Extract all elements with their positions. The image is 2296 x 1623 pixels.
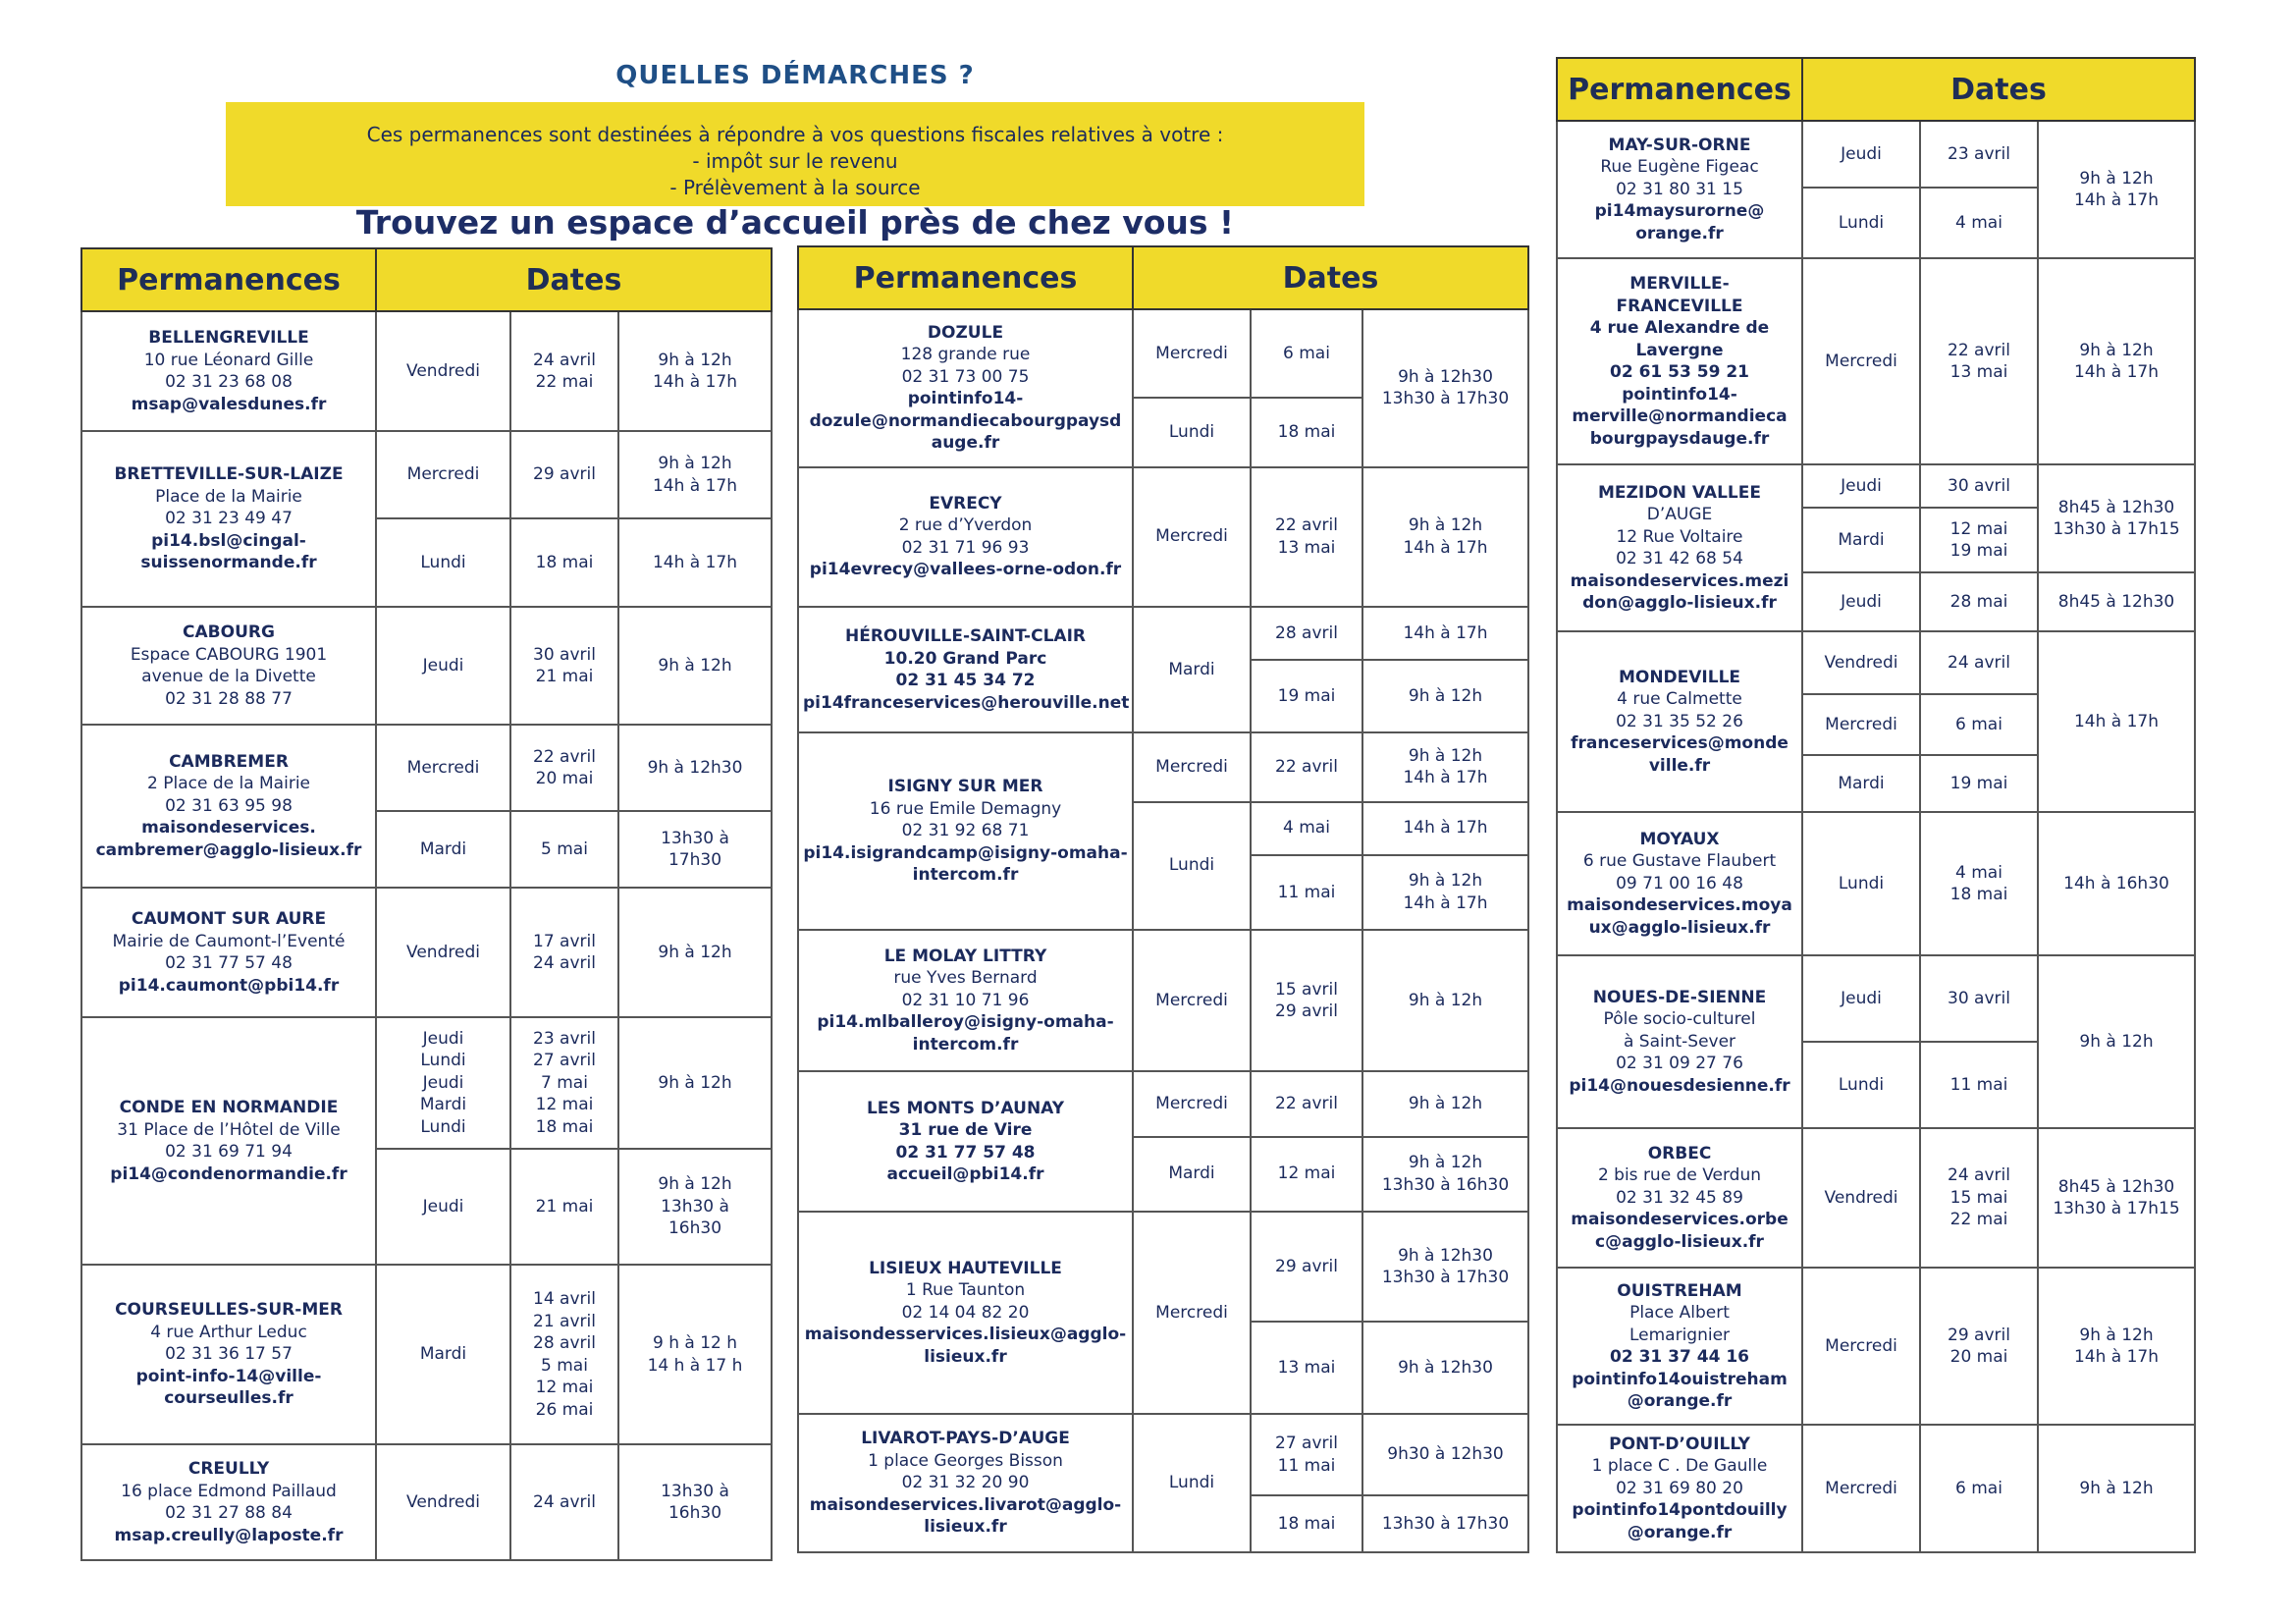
dates-cell: 12 mai 19 mai [1920, 508, 2038, 572]
place-detail-line: pi14.isigrandcamp@isigny-omaha- intercom.fr [803, 842, 1128, 886]
place-detail-line: Pôle socio-culturel à Saint-Sever [1603, 1009, 1756, 1052]
place-name: CONDE EN NORMANDIE [119, 1098, 339, 1117]
place-cell [81, 431, 376, 607]
place-cell [81, 1444, 376, 1560]
dates-cell: 30 avril [1920, 955, 2038, 1042]
day-cell: Mardi [376, 1265, 510, 1444]
dates-cell: 29 avril 20 mai [1920, 1268, 2038, 1425]
place-detail-line: 4 rue Arthur Leduc [150, 1322, 307, 1342]
hours-cell: 13h30 à 16h30 [618, 1444, 772, 1560]
dates-cell: 23 avril [1920, 121, 2038, 188]
place-cell [798, 607, 1133, 732]
place-detail-line: 02 31 71 96 93 [901, 537, 1030, 558]
place-detail-line: accueil@pbi14.fr [886, 1164, 1044, 1185]
place-name: ISIGNY SUR MER [887, 777, 1043, 797]
place-cell [798, 1071, 1133, 1211]
dates-cell: 18 mai [510, 518, 618, 607]
place-name: CAUMONT SUR AURE [131, 909, 327, 929]
dates-cell: 19 mai [1920, 755, 2038, 812]
hours-cell: 14h à 17h [1362, 607, 1528, 660]
place-cell [1557, 1425, 1802, 1552]
place-detail-line: 1 place Georges Bisson [868, 1450, 1063, 1471]
place-detail-line: Rue Eugène Figeac [1600, 157, 1759, 178]
day-cell: Mardi [376, 811, 510, 888]
place-detail-line: 16 rue Emile Demagny [869, 798, 1062, 819]
place-name: BELLENGREVILLE [148, 328, 309, 348]
place-name: LIVAROT-PAYS-D’AUGE [861, 1429, 1070, 1449]
place-name: MERVILLE- FRANCEVILLE [1616, 274, 1743, 316]
place-detail-line: 02 31 23 68 08 [165, 372, 293, 392]
place-detail-line: 02 31 92 68 71 [901, 821, 1030, 841]
place-detail-line: 02 31 37 44 16 [1610, 1347, 1749, 1367]
place-detail-line: pointinfo14ouistreham @orange.fr [1572, 1369, 1788, 1411]
day-cell: Lundi [376, 518, 510, 607]
day-cell: Jeudi [1802, 121, 1920, 188]
place-name: CREULLY [187, 1459, 270, 1479]
place-cell [798, 1212, 1133, 1415]
hours-cell: 9h à 12h 14h à 17h [618, 431, 772, 518]
place-detail-line: point-info-14@ville- courseulles.fr [135, 1366, 322, 1409]
place-detail-line: pi14@nouesdesienne.fr [1569, 1075, 1790, 1096]
place-cell [1557, 464, 1802, 631]
place-detail-line: Mairie de Caumont-l’Eventé [112, 931, 346, 951]
day-cell: Mardi [1133, 607, 1251, 732]
place-detail-line: 02 31 28 88 77 [165, 688, 293, 709]
hours-cell: 9h30 à 12h30 [1362, 1414, 1528, 1494]
header-permanences: Permanences [1557, 58, 1802, 121]
dates-cell: 17 avril 24 avril [510, 888, 618, 1017]
place-detail-line: 02 61 53 59 21 [1610, 362, 1749, 382]
place-detail-line: msap@valesdunes.fr [131, 394, 327, 414]
place-detail-line: 10.20 Grand Parc [883, 648, 1047, 669]
day-cell: Mercredi [1802, 694, 1920, 755]
place-cell [81, 607, 376, 725]
day-cell: Lundi [1802, 188, 1920, 258]
dates-cell: 14 avril 21 avril 28 avril 5 mai 12 mai 26 mai [510, 1265, 618, 1444]
day-cell: Vendredi [376, 311, 510, 431]
dates-cell: 6 mai [1920, 1425, 2038, 1552]
place-detail-line: pi14.mlballeroy@isigny-omaha- intercom.fr [817, 1012, 1114, 1055]
dates-cell: 13 mai [1251, 1322, 1362, 1414]
day-cell: Mercredi [1133, 1212, 1251, 1415]
place-name: MOYAUX [1639, 829, 1720, 849]
dates-cell: 19 mai [1251, 660, 1362, 732]
place-name: LISIEUX HAUTEVILLE [869, 1258, 1062, 1278]
hours-cell: 9h à 12h30 [618, 725, 772, 811]
day-cell: Jeudi [1802, 572, 1920, 631]
day-cell: Mercredi [1802, 258, 1920, 464]
day-cell: Mardi [1133, 1137, 1251, 1212]
place-detail-line: 02 31 32 20 90 [901, 1473, 1030, 1493]
day-cell: Mercredi [376, 431, 510, 518]
dates-cell: 6 mai [1920, 694, 2038, 755]
place-name: DOZULE [927, 322, 1004, 343]
day-cell: Mardi [1802, 755, 1920, 812]
hours-cell: 14h à 17h [1362, 802, 1528, 855]
place-detail-line: 02 31 32 45 89 [1616, 1187, 1743, 1208]
dates-cell: 22 avril 20 mai [510, 725, 618, 811]
place-detail-line: 02 31 09 27 76 [1616, 1054, 1743, 1074]
dates-cell: 22 avril [1251, 732, 1362, 801]
place-cell [798, 732, 1133, 930]
place-detail-line: msap.creully@laposte.fr [114, 1525, 344, 1545]
hours-cell: 9h à 12h [1362, 1071, 1528, 1136]
place-cell [1557, 121, 1802, 258]
place-detail-line: 2 Place de la Mairie [147, 774, 310, 794]
place-name: ORBEC [1647, 1143, 1712, 1163]
dates-cell: 18 mai [1251, 398, 1362, 466]
place-cell [1557, 1268, 1802, 1425]
hours-cell: 9h à 12h 14h à 17h [2038, 121, 2195, 258]
place-cell [81, 311, 376, 431]
dates-cell: 30 avril [1920, 464, 2038, 508]
place-detail-line: 6 rue Gustave Flaubert [1582, 851, 1777, 872]
hours-cell: 14h à 17h [618, 518, 772, 607]
hours-cell: 13h30 à 17h30 [618, 811, 772, 888]
day-cell: Vendredi [376, 888, 510, 1017]
hours-cell: 9h à 12h 14h à 17h [2038, 1268, 2195, 1425]
place-name: HÉROUVILLE-SAINT-CLAIR [845, 626, 1086, 647]
place-detail-line: 4 rue Calmette [1617, 689, 1742, 710]
place-detail-line: 31 rue de Vire [898, 1120, 1033, 1141]
day-cell: Lundi [1133, 1414, 1251, 1552]
place-detail-line: avenue de la Divette [141, 667, 316, 686]
place-cell [81, 725, 376, 888]
place-detail-line: 02 31 36 17 57 [165, 1344, 293, 1365]
place-detail-line: pi14evrecy@vallees-orne-odon.fr [809, 560, 1122, 580]
place-detail-line: maisondeservices.moya ux@agglo-lisieux.fr [1567, 895, 1792, 938]
hours-cell: 9h à 12h 14h à 17h [618, 311, 772, 431]
place-detail-line: 2 rue d’Yverdon [898, 515, 1033, 536]
place-cell [798, 1414, 1133, 1552]
place-detail-line: 128 grande rue [900, 345, 1031, 365]
place-cell [798, 930, 1133, 1071]
hours-cell: 9h à 12h [618, 607, 772, 725]
dates-cell: 18 mai [1251, 1495, 1362, 1552]
banner-line-3: - Prélèvement à la source [669, 176, 921, 199]
dates-cell: 11 mai [1251, 855, 1362, 930]
hours-cell: 8h45 à 12h30 13h30 à 17h15 [2038, 1128, 2195, 1268]
dates-cell: 30 avril 21 mai [510, 607, 618, 725]
dates-cell: 23 avril 27 avril 7 mai 12 mai 18 mai [510, 1017, 618, 1149]
hours-cell: 9h à 12h [1362, 930, 1528, 1071]
place-name: BRETTEVILLE-SUR-LAIZE [114, 464, 344, 485]
place-name: COURSEULLES-SUR-MER [115, 1300, 343, 1321]
place-name: NOUES-DE-SIENNE [1592, 987, 1767, 1007]
place-detail-line: Place de la Mairie [155, 486, 302, 507]
hours-cell: 9h à 12h 14h à 17h [2038, 258, 2195, 464]
dates-cell: 5 mai [510, 811, 618, 888]
place-name: LE MOLAY LITTRY [883, 946, 1047, 966]
place-cell [1557, 1128, 1802, 1268]
place-cell [1557, 258, 1802, 464]
day-cell: Mercredi [1133, 309, 1251, 398]
place-name: MEZIDON VALLEE [1598, 482, 1761, 503]
place-name: LES MONTS D’AUNAY [866, 1098, 1065, 1118]
place-detail-line: maisondeservices.livarot@agglo- lisieux.fr [809, 1494, 1122, 1538]
place-detail-line: 31 Place de l’Hôtel de Ville [117, 1119, 341, 1140]
dates-cell: 24 avril [1920, 631, 2038, 694]
dates-cell: 29 avril [1251, 1212, 1362, 1322]
dates-cell: 24 avril 15 mai 22 mai [1920, 1128, 2038, 1268]
day-cell: Mercredi [1133, 467, 1251, 607]
place-detail-line: pointinfo14pontdouilly @orange.fr [1572, 1500, 1788, 1542]
permanences-table-3 [1556, 57, 2196, 1553]
hours-cell: 9h à 12h 13h30 à 16h30 [1362, 1137, 1528, 1212]
place-detail-line: pi14franceservices@herouville.net [803, 692, 1130, 713]
place-name: OUISTREHAM [1617, 1280, 1742, 1301]
dates-cell: 12 mai [1251, 1137, 1362, 1212]
dates-cell: 27 avril 11 mai [1251, 1414, 1362, 1494]
hours-cell: 9h à 12h30 13h30 à 17h30 [1362, 309, 1528, 467]
day-cell: Mercredi [376, 725, 510, 811]
place-detail-line: maisondeservices.orbe c@agglo-lisieux.fr [1571, 1210, 1789, 1252]
dates-cell: 29 avril [510, 431, 618, 518]
page-subtitle: Trouvez un espace d’accueil près de chez vous ! [355, 203, 1235, 242]
place-detail-line: D’AUGE [1646, 505, 1713, 524]
day-cell: Vendredi [1802, 1128, 1920, 1268]
place-detail-line: 4 rue Alexandre de Lavergne [1589, 318, 1770, 360]
place-detail-line: rue Yves Bernard [893, 968, 1038, 989]
place-cell [798, 309, 1133, 467]
place-detail-line: Espace CABOURG 1901 [130, 644, 328, 665]
hours-cell: 8h45 à 12h30 13h30 à 17h15 [2038, 464, 2195, 572]
day-cell: Vendredi [376, 1444, 510, 1560]
dates-cell: 21 mai [510, 1149, 618, 1265]
dates-cell: 11 mai [1920, 1042, 2038, 1128]
hours-cell: 9h à 12h 13h30 à 16h30 [618, 1149, 772, 1265]
day-cell: Lundi [1802, 812, 1920, 955]
header-permanences: Permanences [81, 248, 376, 311]
day-cell: Mercredi [1802, 1268, 1920, 1425]
page-title: QUELLES DÉMARCHES ? [615, 61, 975, 90]
place-detail-line: 02 31 63 95 98 [165, 795, 293, 816]
hours-cell: 9h à 12h [1362, 660, 1528, 732]
hours-cell: 9h à 12h 14h à 17h [1362, 855, 1528, 930]
place-detail-line: 02 31 35 52 26 [1616, 711, 1743, 731]
dates-cell: 22 avril 13 mai [1251, 467, 1362, 607]
place-cell [798, 467, 1133, 607]
place-detail-line: 1 Rue Taunton [905, 1280, 1026, 1301]
place-name: PONT-D’OUILLY [1609, 1434, 1750, 1454]
dates-cell: 22 avril [1251, 1071, 1362, 1136]
dates-cell: 22 avril 13 mai [1920, 258, 2038, 464]
place-name: MAY-SUR-ORNE [1608, 135, 1751, 155]
place-cell [1557, 631, 1802, 812]
place-detail-line: 10 rue Léonard Gille [143, 350, 314, 370]
hours-cell: 9h à 12h [2038, 1425, 2195, 1552]
hours-cell: 13h30 à 17h30 [1362, 1495, 1528, 1552]
hours-cell: 14h à 16h30 [2038, 812, 2195, 955]
place-cell [81, 888, 376, 1017]
place-detail-line: Place Albert Lemarignier [1629, 1303, 1731, 1345]
place-detail-line: 02 31 77 57 48 [165, 953, 293, 973]
place-detail-line: 02 31 23 49 47 [165, 509, 293, 529]
place-detail-line: 02 31 73 00 75 [901, 366, 1030, 387]
place-cell [1557, 955, 1802, 1128]
banner-line-1: Ces permanences sont destinées à répondre à vos questions fiscales relatives à votre : [366, 123, 1224, 146]
place-detail-line: maisondeservices.mezi don@agglo-lisieux.fr [1570, 570, 1789, 613]
day-cell: Mercredi [1802, 1425, 1920, 1552]
place-detail-line: 2 bis rue de Verdun [1597, 1165, 1762, 1186]
day-cell: Jeudi [376, 1149, 510, 1265]
place-detail-line: pi14.bsl@cingal- suissenormande.fr [140, 530, 317, 573]
day-cell: Mercredi [1133, 1071, 1251, 1136]
dates-cell: 24 avril 22 mai [510, 311, 618, 431]
place-detail-line: 16 place Edmond Paillaud [121, 1481, 337, 1501]
dates-cell: 28 mai [1920, 572, 2038, 631]
dates-cell: 4 mai [1920, 188, 2038, 258]
day-cell: Lundi [1133, 802, 1251, 930]
day-cell: Mercredi [1133, 930, 1251, 1071]
place-detail-line: 02 31 42 68 54 [1616, 549, 1743, 568]
place-detail-line: maisondesservices.lisieux@agglo- lisieux.fr [804, 1325, 1127, 1367]
dates-cell: 28 avril [1251, 607, 1362, 660]
place-detail-line: 02 31 69 80 20 [1616, 1478, 1743, 1498]
place-detail-line: maisondeservices. cambremer@agglo-lisieux.fr [95, 818, 362, 860]
place-detail-line: pi14maysurorne@ orange.fr [1594, 201, 1765, 243]
place-detail-line: 1 place C . De Gaulle [1591, 1456, 1768, 1477]
hours-cell: 9h à 12h 14h à 17h [1362, 732, 1528, 801]
dates-cell: 4 mai 18 mai [1920, 812, 2038, 955]
dates-cell: 15 avril 29 avril [1251, 930, 1362, 1071]
day-cell: Jeudi Lundi Jeudi Mardi Lundi [376, 1017, 510, 1149]
place-detail-line: 12 Rue Voltaire [1616, 526, 1743, 547]
dates-cell: 6 mai [1251, 309, 1362, 398]
hours-cell: 9h à 12h 14h à 17h [1362, 467, 1528, 607]
day-cell: Lundi [1802, 1042, 1920, 1128]
header-permanences: Permanences [798, 246, 1133, 309]
place-detail-line: pointinfo14- merville@normandieca bourgpaysdauge.fr [1572, 384, 1788, 449]
permanences-table-1 [80, 247, 773, 1561]
day-cell: Jeudi [1802, 464, 1920, 508]
place-detail-line: 02 31 69 71 94 [165, 1142, 293, 1162]
place-name: CABOURG [183, 622, 275, 642]
place-detail-line: 02 31 45 34 72 [895, 671, 1036, 691]
place-detail-line: 02 31 77 57 48 [895, 1142, 1036, 1163]
day-cell: Lundi [1133, 398, 1251, 466]
place-detail-line: 09 71 00 16 48 [1616, 873, 1743, 893]
day-cell: Vendredi [1802, 631, 1920, 694]
place-name: CAMBREMER [169, 751, 289, 772]
place-name: EVRECY [929, 493, 1002, 514]
place-detail-line: franceservices@monde ville.fr [1571, 733, 1789, 776]
place-detail-line: 02 31 80 31 15 [1616, 179, 1743, 199]
hours-cell: 8h45 à 12h30 [2038, 572, 2195, 631]
place-detail-line: 02 31 10 71 96 [901, 990, 1030, 1010]
info-banner [226, 102, 1364, 206]
place-detail-line: pointinfo14- dozule@normandiecabourgpaysd auge.fr [809, 389, 1122, 454]
place-detail-line: 02 14 04 82 20 [901, 1302, 1030, 1323]
hours-cell: 14h à 17h [2038, 631, 2195, 812]
dates-cell: 24 avril [510, 1444, 618, 1560]
place-detail-line: pi14.caumont@pbi14.fr [118, 975, 340, 996]
day-cell: Mercredi [1133, 732, 1251, 801]
hours-cell: 9h à 12h30 13h30 à 17h30 [1362, 1212, 1528, 1322]
header-dates: Dates [1133, 246, 1528, 309]
hours-cell: 9h à 12h [618, 888, 772, 1017]
hours-cell: 9 h à 12 h 14 h à 17 h [618, 1265, 772, 1444]
day-cell: Jeudi [1802, 955, 1920, 1042]
hours-cell: 9h à 12h30 [1362, 1322, 1528, 1414]
dates-cell: 4 mai [1251, 802, 1362, 855]
hours-cell: 9h à 12h [2038, 955, 2195, 1128]
header-dates: Dates [376, 248, 772, 311]
banner-line-2: - impôt sur le revenu [692, 149, 898, 173]
day-cell: Mardi [1802, 508, 1920, 572]
place-cell [81, 1265, 376, 1444]
place-cell [1557, 812, 1802, 955]
day-cell: Jeudi [376, 607, 510, 725]
hours-cell: 9h à 12h [618, 1017, 772, 1149]
place-detail-line: 02 31 27 88 84 [165, 1503, 293, 1523]
place-cell [81, 1017, 376, 1265]
header-dates: Dates [1802, 58, 2195, 121]
permanences-table-2 [797, 245, 1529, 1553]
place-detail-line: pi14@condenormandie.fr [110, 1163, 347, 1184]
place-name: MONDEVILLE [1618, 667, 1741, 687]
